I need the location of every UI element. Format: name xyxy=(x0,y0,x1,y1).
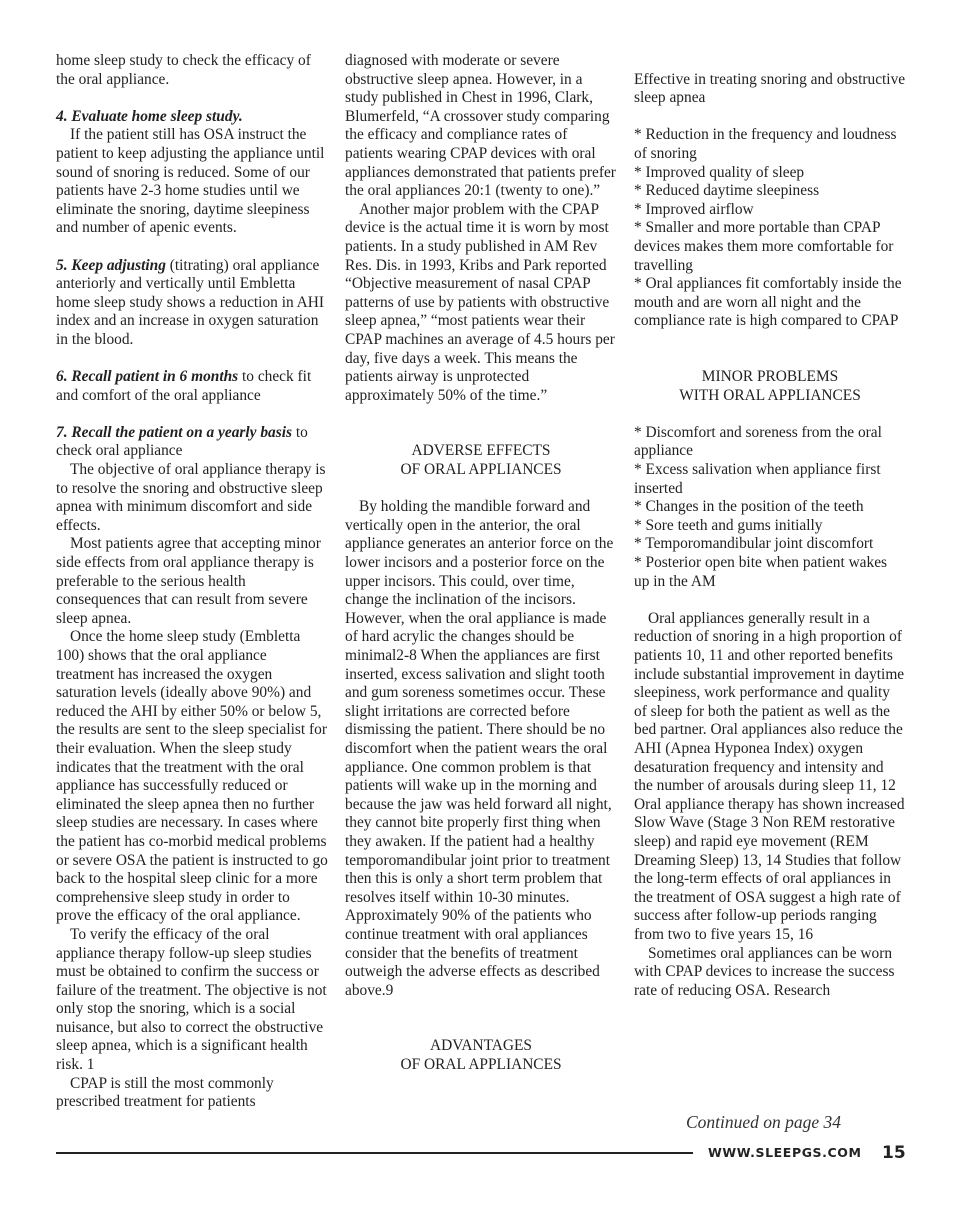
step-7-body: to check oral appliance xyxy=(56,423,308,460)
step-7-heading: 7. Recall the patient on a yearly basis xyxy=(56,423,292,441)
step-7-paragraph xyxy=(56,424,328,461)
website-url: WWW.SLEEPGS.COM xyxy=(708,1145,862,1160)
paragraph: home sleep study to check the efficacy of the oral appliance. xyxy=(56,52,311,88)
list-item: * Smaller and more portable than CPAP devices makes them more comfortable for travelling xyxy=(634,219,894,274)
step-5-heading: 5. Keep adjusting xyxy=(56,256,166,274)
list-item: * Improved airflow xyxy=(634,200,754,218)
list-item: * Reduced daytime sleepiness xyxy=(634,182,820,200)
footer-divider xyxy=(56,1152,693,1154)
paragraph: Effective in treating snoring and obstructive sleep apnea xyxy=(634,70,906,107)
paragraph: By holding the mandible forward and vertically open in the anterior, the oral appliance generates an anterior force on the lower incisors and a posterior force on the upper incisors. This could, over time, change the inclination of the incisors. However, when the oral appliance is made of hard acrylic the changes should be minimal2-8 When the appliances are first inserted, excess salivation and slight tooth and gum soreness sometimes occur. These slight irritations are corrected before dismissing the patient. There should be no discomfort when the patient wears the oral appliance. One common problem is that patients will wake up in the morning and because the jaw was held forward all night, they cannot bite properly first thing when they awaken. If the patient had a healthy temporomandibular joint prior to treatment then this is only a short term problem that resolves itself within 10-30 minutes. Approximately 90% of the patients who continue treatment with oral appliances consider that the benefits of treatment outweigh the adverse effects as described above.9 xyxy=(345,498,614,999)
heading-line: ADVERSE EFFECTS xyxy=(411,442,551,460)
step-6-paragraph xyxy=(56,368,328,405)
paragraph: To verify the efficacy of the oral appliance therapy follow-up sleep studies must be obtained to confirm the success or failure of the treatment. The objective is not only stop the snoring, which is a social nuisance, but also to correct the obstructive sleep apnea, which is a significant health risk. 1 xyxy=(56,925,327,1074)
column-right xyxy=(634,52,906,1000)
list-item: * Excess salivation when appliance first inserted xyxy=(634,461,881,497)
step-4-heading: 4. Evaluate home sleep study. xyxy=(56,107,243,125)
list-item: * Temporomandibular joint discomfort xyxy=(634,535,874,553)
list-item: * Reduction in the frequency and loudness of snoring xyxy=(634,126,897,162)
column-middle xyxy=(345,52,617,1075)
heading-line: MINOR PROBLEMS xyxy=(701,368,839,386)
advantages-list xyxy=(634,126,906,331)
continued-note: Continued on page 34 xyxy=(686,1112,842,1132)
page-number: 15 xyxy=(882,1143,906,1163)
step-5-paragraph xyxy=(56,257,328,350)
heading-line: WITH ORAL APPLIANCES xyxy=(679,386,861,404)
section-heading-minor-problems xyxy=(634,368,906,405)
step-6-body: to check fit and comfort of the oral appliance xyxy=(56,368,312,404)
list-item: * Posterior open bite when patient wakes up in the AM xyxy=(634,554,888,590)
minor-problems-list xyxy=(634,424,906,591)
heading-line: OF ORAL APPLIANCES xyxy=(400,1056,562,1074)
paragraph: Oral appliances generally result in a reduction of snoring in a high proportion of patients 10, 11 and other reported benefits include substantial improvement in daytime sleepiness, work performance and quality of sleep for both the patient as well as the bed partner. Oral appliances also reduce the AHI (Apnea Hyponea Index) oxygen desaturation frequency and intensity and the number of arousals during sleep 11, 12 Oral appliance therapy has shown increased Slow Wave (Stage 3 Non REM restorative sleep) and rapid eye movement (REM Dreaming Sleep) 13, 14 Studies that follow the long-term effects of oral appliances in the treatment of OSA suggest a high rate of success after follow-up periods ranging from two to five years 15, 16 xyxy=(634,609,905,943)
paragraph: CPAP is still the most commonly prescribed treatment for patients xyxy=(56,1074,274,1111)
heading-line: OF ORAL APPLIANCES xyxy=(400,461,562,479)
paragraph: diagnosed with moderate or severe obstructive sleep apnea. However, in a study published in Chest in 1996, Clark, Blumerfeld, “A crossover study comparing the efficacy and compliance rates of patients wearing CPAP devices with oral appliances demonstrated that patients prefer the oral appliances 20:1 (twenty to one).” xyxy=(345,52,616,200)
step-6-heading: 6. Recall patient in 6 months xyxy=(56,368,239,386)
column-left xyxy=(56,52,328,1112)
section-heading-advantages xyxy=(345,1037,617,1074)
list-item: * Discomfort and soreness from the oral appliance xyxy=(634,423,882,460)
paragraph: Most patients agree that accepting minor side effects from oral appliance therapy is preferable to the serious health consequences that can result from severe sleep apnea. xyxy=(56,535,321,627)
list-item: * Improved quality of sleep xyxy=(634,163,805,181)
section-heading-adverse-effects xyxy=(345,442,617,479)
heading-line: ADVANTAGES xyxy=(430,1037,532,1055)
paragraph: If the patient still has OSA instruct the patient to keep adjusting the appliance until sound of snoring is reduced. Some of our patients have 2-3 home studies until we eliminate the snoring, daytime sleepiness and number of apenic events. xyxy=(56,126,325,237)
paragraph: Another major problem with the CPAP device is the actual time it is worn by most patients. In a study published in AM Rev Res. Dis. in 1993, Kribs and Park reported “Objective measurement of nasal CPAP patterns of use by patients with obstructive sleep apnea,” “most patients wear their CPAP machines an average of 4.5 hours per day, five days a week. This means the patients airway is unprotected approximately 50% of the time.” xyxy=(345,200,615,404)
list-item: * Oral appliances fit comfortably inside the mouth and are worn all night and the compliance rate is high compared to CPAP xyxy=(634,275,902,330)
list-item: * Sore teeth and gums initially xyxy=(634,516,823,534)
paragraph: The objective of oral appliance therapy is to resolve the snoring and obstructive sleep apnea with minimum discomfort and side effects. xyxy=(56,461,326,534)
step-5-body: (titrating) oral appliance anteriorly and vertically until Embletta home sleep study shows a reduction in AHI index and an increase in oxygen saturation in the blood. xyxy=(56,256,325,348)
list-item: * Changes in the position of the teeth xyxy=(634,498,864,516)
paragraph: Once the home sleep study (Embletta 100) shows that the oral appliance treatment has increased the oxygen saturation levels (ideally above 90%) and reduced the AHI by either 50% or below 5, the results are sent to the sleep specialist for their evaluation. When the sleep study indicates that the treatment with the oral appliance has successfully reduced or eliminated the sleep apnea then no further sleep studies are necessary. In cases where the patient has co-morbid medical problems or severe OSA the patient is instructed to go back to the hospital sleep clinic for a more comprehensive sleep study in order to prove the efficacy of the oral appliance. xyxy=(56,628,328,925)
paragraph: Sometimes oral appliances can be worn with CPAP devices to increase the success rate of reducing OSA. Research xyxy=(634,944,895,999)
